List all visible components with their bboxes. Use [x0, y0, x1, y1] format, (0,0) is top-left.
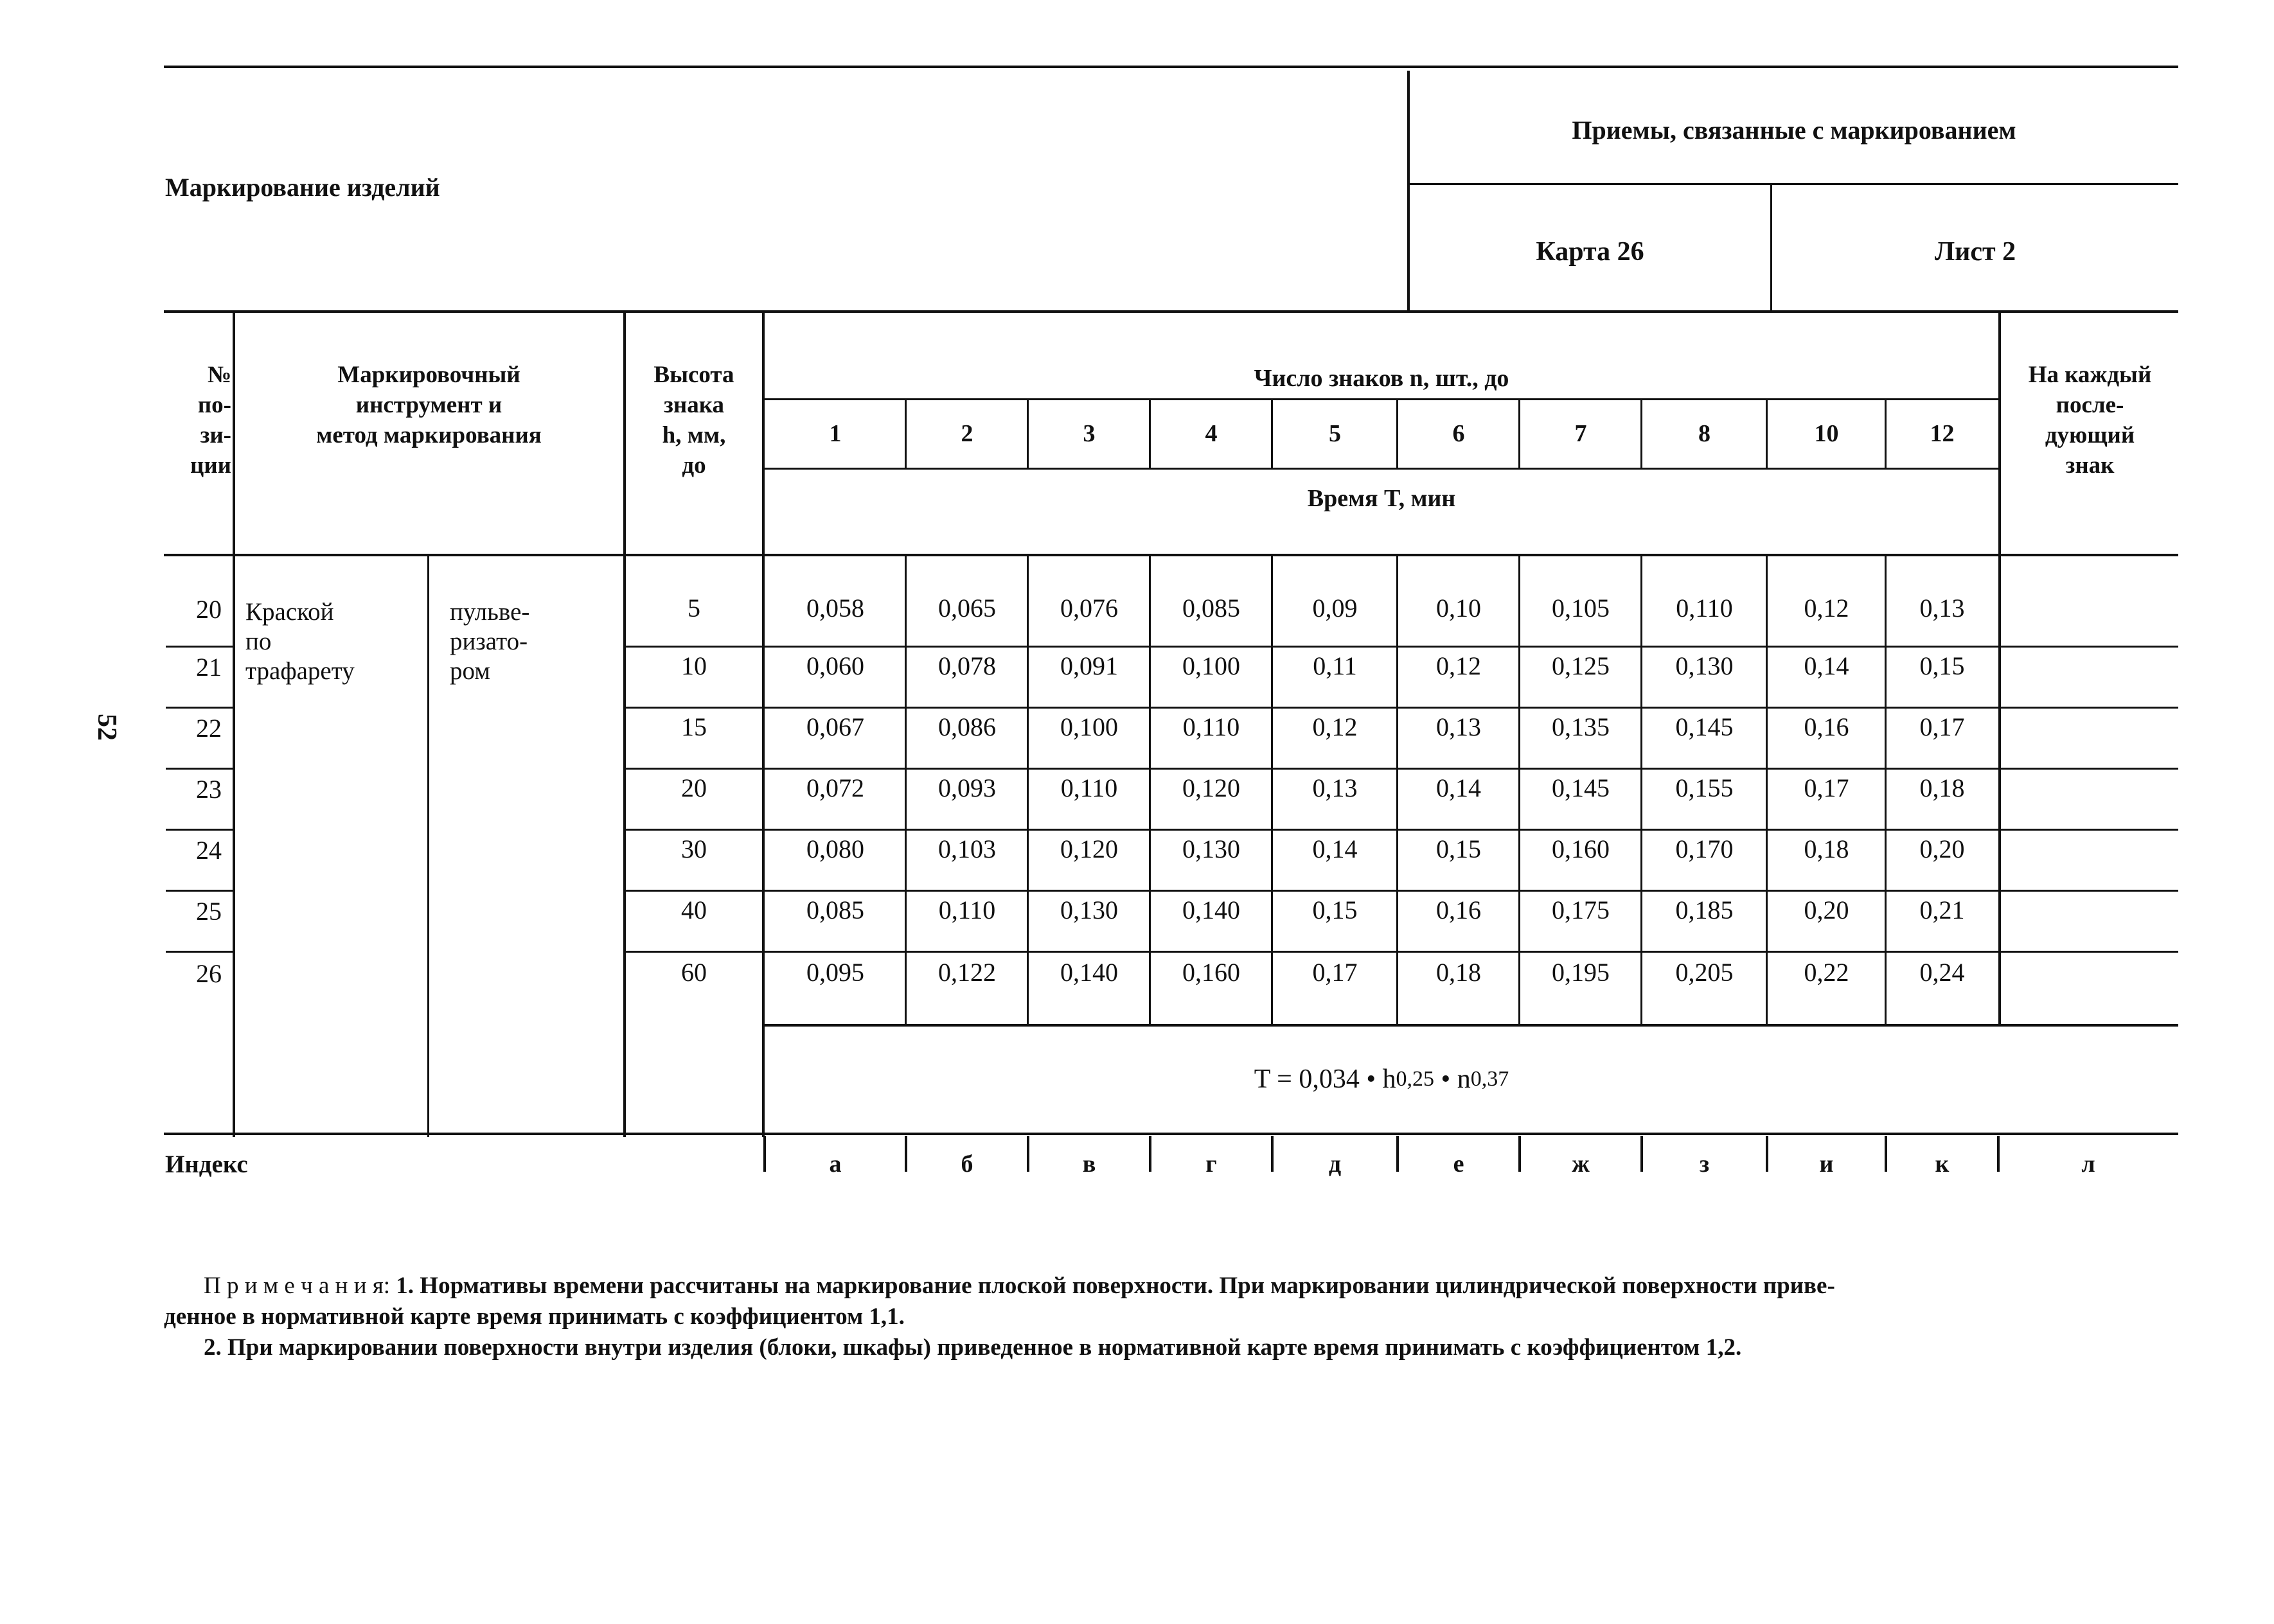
- row-separator-pos: [166, 707, 234, 709]
- time-value: 0,103: [938, 834, 996, 863]
- time-value: 0,076: [1060, 593, 1118, 622]
- time-value: 0,135: [1552, 712, 1610, 741]
- height-value: 60: [681, 957, 707, 987]
- time-value: 0,17: [1804, 773, 1849, 802]
- each-next-header-line: знак: [2065, 452, 2115, 479]
- time-value: 0,130: [1675, 651, 1734, 680]
- time-value: 0,16: [1804, 712, 1849, 741]
- time-header: Время T, мин: [1307, 485, 1456, 512]
- time-value: 0,12: [1436, 651, 1481, 680]
- note-line-1: [164, 1271, 2178, 1302]
- row-separator-pos: [166, 829, 234, 831]
- count-header-rule: [763, 398, 2000, 400]
- index-tick: [1997, 1136, 2000, 1172]
- count-header-separator: [1766, 400, 1768, 469]
- time-value: 0,110: [938, 895, 996, 924]
- count-value-cell: 12: [1930, 420, 1955, 447]
- time-value: 0,160: [1182, 957, 1240, 987]
- count-value-cell: 2: [961, 420, 973, 447]
- section-title: Приемы, связанные с маркированием: [1572, 115, 2016, 145]
- time-value: 0,21: [1919, 895, 1965, 924]
- time-value: 0,145: [1552, 773, 1610, 802]
- index-letter: д: [1328, 1151, 1342, 1178]
- time-value: 0,17: [1312, 957, 1358, 987]
- index-letter: а: [829, 1151, 842, 1178]
- time-value: 0,13: [1919, 593, 1965, 622]
- time-value: 0,140: [1182, 895, 1240, 924]
- count-value-cell: 5: [1329, 420, 1341, 447]
- tool-name-line: трафарету: [245, 657, 355, 685]
- formula: [765, 1044, 1998, 1115]
- time-value: 0,058: [806, 593, 864, 622]
- table-vline-pos: [233, 313, 235, 1137]
- count-header-separator: [1518, 400, 1520, 469]
- time-value: 0,14: [1436, 773, 1481, 802]
- index-tick: [1396, 1136, 1399, 1172]
- index-letter: г: [1205, 1151, 1217, 1178]
- formula-lhs: T = 0,034 • h: [1254, 1064, 1396, 1094]
- time-value: 0,15: [1919, 651, 1965, 680]
- index-letter: и: [1819, 1151, 1834, 1178]
- note-line-2: денное в нормативной карте время принимать с коэффициентом 1,1.: [164, 1303, 905, 1330]
- time-value: 0,15: [1436, 834, 1481, 863]
- formula-exp-n: 0,37: [1470, 1067, 1509, 1091]
- method-name: [450, 597, 529, 686]
- time-value: 0,095: [806, 957, 864, 987]
- column-header-rule: [164, 554, 2178, 556]
- position-header: [164, 360, 231, 481]
- formula-exp-h: 0,25: [1396, 1067, 1435, 1091]
- time-value: 0,091: [1060, 651, 1118, 680]
- index-letter: з: [1699, 1151, 1710, 1178]
- time-value: 0,12: [1312, 712, 1358, 741]
- notes: [164, 1271, 2178, 1363]
- card-number: Карта 26: [1536, 237, 1644, 267]
- each-next-header-line: На каждый: [2028, 362, 2152, 388]
- time-value: 0,125: [1552, 651, 1610, 680]
- count-header-separator: [1149, 400, 1151, 469]
- time-value: 0,100: [1182, 651, 1240, 680]
- index-letter: е: [1453, 1151, 1464, 1178]
- row-separator-pos: [166, 951, 234, 953]
- position-number: 25: [196, 897, 222, 926]
- time-value: 0,080: [806, 834, 864, 863]
- time-value: 0,078: [938, 651, 996, 680]
- count-value-cell: 6: [1452, 420, 1465, 447]
- time-value: 0,110: [1676, 593, 1733, 622]
- time-value: 0,110: [1060, 773, 1118, 802]
- height-value: 20: [681, 773, 707, 802]
- sheet-number: Лист 2: [1934, 237, 2016, 267]
- table-vline-method: [427, 556, 429, 1137]
- time-value: 0,140: [1060, 957, 1118, 987]
- method-name-line: ризато-: [450, 628, 528, 655]
- time-value: 0,145: [1675, 712, 1734, 741]
- count-header-separator: [1027, 400, 1029, 469]
- height-value: 10: [681, 651, 707, 680]
- time-value: 0,13: [1312, 773, 1358, 802]
- time-value: 0,15: [1312, 895, 1358, 924]
- tool-header-line: Маркировочный: [337, 362, 520, 388]
- position-header-line: ции: [190, 452, 231, 479]
- index-letter: б: [961, 1151, 973, 1178]
- row-separator-pos: [166, 768, 234, 770]
- tool-name-line: по: [245, 628, 272, 655]
- tool-header: [235, 360, 623, 450]
- height-header: [626, 360, 762, 481]
- tool-header-line: инструмент и: [355, 392, 502, 418]
- time-value: 0,067: [806, 712, 864, 741]
- index-tick: [1518, 1136, 1521, 1172]
- count-value-cell: 3: [1083, 420, 1096, 447]
- count-header-separator: [1885, 400, 1887, 469]
- method-name-line: пульве-: [450, 598, 530, 626]
- time-value: 0,085: [1182, 593, 1240, 622]
- index-letter: л: [2081, 1151, 2095, 1178]
- time-value: 0,060: [806, 651, 864, 680]
- time-value: 0,086: [938, 712, 996, 741]
- time-value: 0,09: [1312, 593, 1358, 622]
- position-number: 23: [196, 775, 222, 804]
- time-value: 0,22: [1804, 957, 1849, 987]
- position-number: 24: [196, 836, 222, 865]
- index-tick: [1640, 1136, 1643, 1172]
- notes-lead: П р и м е ч а н и я:: [204, 1273, 391, 1299]
- time-value: 0,16: [1436, 895, 1481, 924]
- header-bottom-rule: [164, 310, 2178, 313]
- time-value: 0,122: [938, 957, 996, 987]
- position-header-line: №: [207, 362, 231, 388]
- time-value: 0,100: [1060, 712, 1118, 741]
- position-number: 21: [196, 653, 222, 682]
- height-value: 40: [681, 895, 707, 924]
- tool-name: [245, 597, 355, 686]
- height-header-line: знака: [664, 392, 724, 418]
- count-header: Число знаков n, шт., до: [1254, 365, 1509, 392]
- count-value-cell: 8: [1698, 420, 1710, 447]
- time-value: 0,11: [1313, 651, 1357, 680]
- time-value: 0,130: [1182, 834, 1240, 863]
- time-value: 0,110: [1182, 712, 1240, 741]
- time-value: 0,160: [1552, 834, 1610, 863]
- time-value: 0,170: [1675, 834, 1734, 863]
- count-header-separator: [1271, 400, 1273, 469]
- each-next-header: [2002, 360, 2178, 481]
- height-header-line: h, мм,: [662, 422, 726, 448]
- height-value: 5: [688, 593, 700, 622]
- time-value: 0,093: [938, 773, 996, 802]
- count-header-separator: [1396, 400, 1398, 469]
- time-value: 0,130: [1060, 895, 1118, 924]
- index-tick: [1885, 1136, 1887, 1172]
- time-value: 0,13: [1436, 712, 1481, 741]
- position-header-line: по-: [197, 392, 231, 418]
- time-value: 0,105: [1552, 593, 1610, 622]
- time-value: 0,14: [1804, 651, 1849, 680]
- index-tick: [763, 1136, 766, 1172]
- time-value: 0,17: [1919, 712, 1965, 741]
- time-value: 0,195: [1552, 957, 1610, 987]
- row-separator-pos: [166, 646, 234, 648]
- each-next-header-line: после-: [2056, 392, 2124, 418]
- formula-mid: • n: [1434, 1064, 1471, 1094]
- time-value: 0,12: [1804, 593, 1849, 622]
- time-value: 0,10: [1436, 593, 1481, 622]
- index-label: Индекс: [165, 1151, 248, 1178]
- time-value: 0,20: [1804, 895, 1849, 924]
- time-value: 0,18: [1804, 834, 1849, 863]
- header-top-rule: [164, 66, 2178, 68]
- table-vline-each: [1998, 313, 2001, 1024]
- each-next-header-line: дующий: [2045, 422, 2135, 448]
- position-number: 22: [196, 714, 222, 743]
- count-value-cell: 1: [829, 420, 842, 447]
- position-number: 26: [196, 959, 222, 988]
- position-header-line: зи-: [200, 422, 231, 448]
- index-letter: к: [1935, 1151, 1950, 1178]
- count-header-separator: [905, 400, 907, 469]
- time-value: 0,072: [806, 773, 864, 802]
- time-value: 0,185: [1675, 895, 1734, 924]
- count-values-rule: [763, 468, 2000, 470]
- note-1-text: 1. Нормативы времени рассчитаны на маркирование плоской поверхности. При маркировании цилиндрической поверхности приве-: [396, 1273, 1835, 1299]
- note-line-3: 2. При маркировании поверхности внутри изделия (блоки, шкафы) приведенное в нормативной карте время принимать с коэффициентом 1,2.: [204, 1334, 1742, 1361]
- time-value: 0,120: [1060, 834, 1118, 863]
- header-divider: [1407, 71, 1410, 312]
- time-value: 0,20: [1919, 834, 1965, 863]
- index-tick: [1027, 1136, 1029, 1172]
- time-value: 0,120: [1182, 773, 1240, 802]
- position-number: 20: [196, 595, 222, 624]
- time-value: 0,065: [938, 593, 996, 622]
- count-value-cell: 7: [1574, 420, 1587, 447]
- time-value: 0,24: [1919, 957, 1965, 987]
- count-value-cell: 10: [1814, 420, 1839, 447]
- page-number: 52: [92, 714, 121, 741]
- index-tick: [905, 1136, 907, 1172]
- index-letter: в: [1082, 1151, 1096, 1178]
- table-bottom-rule: [164, 1133, 2178, 1135]
- tool-name-line: Краской: [245, 598, 334, 626]
- height-value: 15: [681, 712, 707, 741]
- formula-rule: [763, 1024, 2178, 1027]
- index-tick: [1271, 1136, 1274, 1172]
- time-value: 0,155: [1675, 773, 1734, 802]
- method-name-line: ром: [450, 657, 490, 685]
- index-tick: [1766, 1136, 1768, 1172]
- time-value: 0,14: [1312, 834, 1358, 863]
- height-value: 30: [681, 834, 707, 863]
- index-letter: ж: [1572, 1151, 1590, 1178]
- header-mid-rule: [1407, 183, 2178, 185]
- height-header-line: Высота: [653, 362, 734, 388]
- height-header-line: до: [682, 452, 706, 479]
- document-title: Маркирование изделий: [165, 173, 440, 202]
- count-header-separator: [1640, 400, 1642, 469]
- count-value-cell: 4: [1205, 420, 1218, 447]
- time-value: 0,18: [1919, 773, 1965, 802]
- index-tick: [1149, 1136, 1151, 1172]
- row-separator-pos: [166, 890, 234, 892]
- time-value: 0,18: [1436, 957, 1481, 987]
- time-value: 0,175: [1552, 895, 1610, 924]
- tool-header-line: метод маркирования: [316, 422, 542, 448]
- time-value: 0,085: [806, 895, 864, 924]
- time-value: 0,205: [1675, 957, 1734, 987]
